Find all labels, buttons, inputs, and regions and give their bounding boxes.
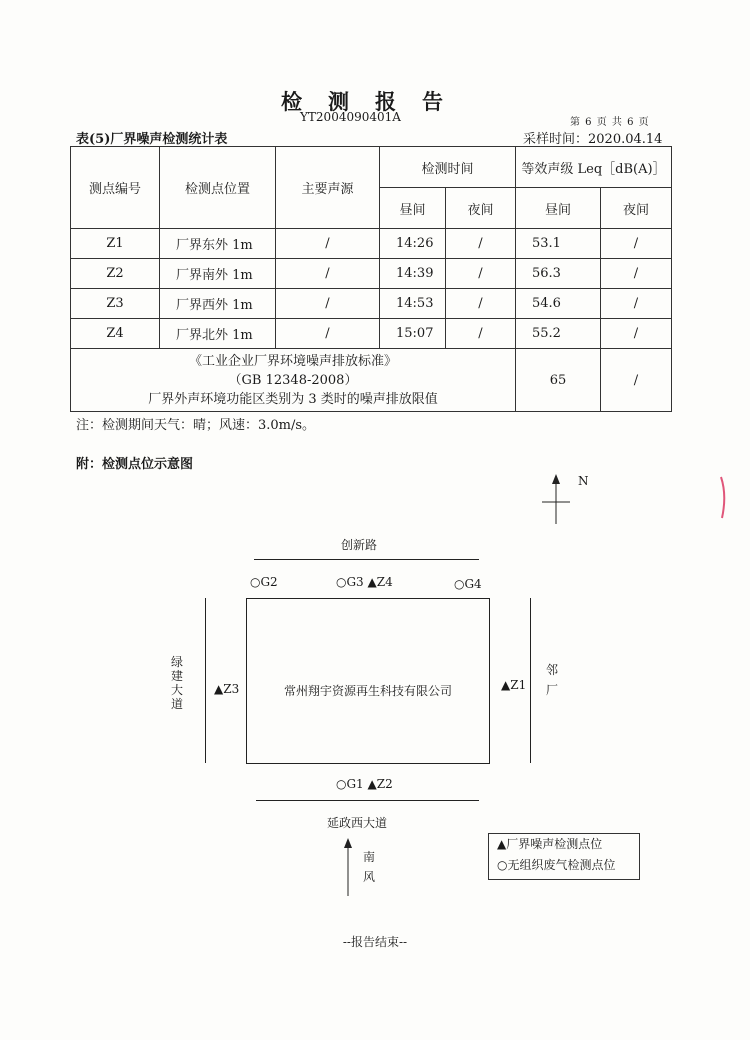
cell-night-leq: / (601, 259, 672, 289)
table-row (71, 319, 672, 349)
header-night-time: 夜间 (446, 188, 516, 229)
company-name: 常州翔宇资源再生科技有限公司 (283, 684, 452, 698)
table-row (71, 289, 672, 319)
cell-day-leq: 55.2 (516, 319, 601, 349)
cell-night-time: / (446, 289, 516, 319)
diagram-title: 附：检测点位示意图 (76, 457, 194, 472)
header-source: 主要声源 (276, 147, 380, 229)
point-z1: ▲Z1 (501, 678, 527, 692)
table-row (71, 259, 672, 289)
north-label: N (578, 474, 589, 488)
cell-day-time: 14:26 (380, 229, 446, 259)
road-north-label: 创新路 (341, 538, 378, 552)
cell-night-leq: / (601, 319, 672, 349)
standard-day-limit: 65 (516, 349, 601, 412)
cell-day-leq: 56.3 (516, 259, 601, 289)
east-neighbor-label: 邻厂 (545, 663, 558, 697)
page-info: 第 6 页 共 6 页 (570, 117, 650, 128)
report-code: YT2004090401A (300, 110, 401, 124)
red-ink-mark (718, 475, 728, 520)
cell-point-id: Z4 (71, 319, 160, 349)
road-east-line (530, 598, 531, 763)
standard-line-1: 《工业企业厂界环境噪声排放标准》 (188, 353, 397, 369)
factory-boundary (246, 598, 490, 764)
standard-row (71, 349, 672, 412)
cell-location: 厂界西外 1m (160, 289, 276, 319)
report-end: --报告结束-- (342, 935, 408, 949)
cell-location: 厂界北外 1m (160, 319, 276, 349)
cell-night-time: / (446, 319, 516, 349)
cell-location: 厂界东外 1m (160, 229, 276, 259)
table-title: 表(5)厂界噪声检测统计表 (76, 132, 228, 147)
standard-line-3: 厂界外声环境功能区类别为 3 类时的噪声排放限值 (148, 391, 438, 407)
standard-night-limit: / (601, 349, 672, 412)
sampling-time: 采样时间：2020.04.14 (523, 132, 663, 147)
cell-night-time: / (446, 259, 516, 289)
cell-source: / (276, 259, 380, 289)
road-west-line (205, 598, 206, 763)
point-g1-z2: ○G1 ▲Z2 (336, 777, 393, 791)
road-west-label: 绿建大道 (170, 655, 183, 711)
point-g3-z4: ○G3 ▲Z4 (336, 575, 393, 589)
header-time-group: 检测时间 (380, 147, 516, 188)
cell-point-id: Z3 (71, 289, 160, 319)
weather-note: 注：检测期间天气：晴；风速：3.0m/s。 (76, 418, 316, 433)
cell-day-time: 15:07 (380, 319, 446, 349)
legend-noise: ▲厂界噪声检测点位 (497, 837, 603, 851)
cell-location: 厂界南外 1m (160, 259, 276, 289)
header-point-id: 测点编号 (71, 147, 160, 229)
cell-night-leq: / (601, 229, 672, 259)
standard-cell (71, 349, 516, 412)
cell-day-leq: 54.6 (516, 289, 601, 319)
point-g4: ○G4 (454, 577, 482, 591)
header-day-time: 昼间 (380, 188, 446, 229)
road-north-line (254, 559, 479, 560)
point-z3: ▲Z3 (214, 682, 240, 696)
cell-night-leq: / (601, 289, 672, 319)
report-title: 检测报告 (281, 89, 469, 114)
cell-source: / (276, 319, 380, 349)
header-night-leq: 夜间 (601, 188, 672, 229)
north-arrow-icon (540, 474, 580, 526)
cell-point-id: Z2 (71, 259, 160, 289)
noise-table (70, 146, 672, 412)
road-south-line (256, 800, 479, 801)
road-south-label: 延政西大道 (327, 816, 388, 830)
cell-point-id: Z1 (71, 229, 160, 259)
cell-night-time: / (446, 229, 516, 259)
wind-arrow-icon (338, 838, 358, 898)
header-day-leq: 昼间 (516, 188, 601, 229)
cell-day-leq: 53.1 (516, 229, 601, 259)
header-location: 检测点位置 (160, 147, 276, 229)
header-leq-group: 等效声级 Leq［dB(A)］ (516, 147, 672, 188)
standard-line-2: （GB 12348-2008） (228, 372, 358, 388)
legend-gas: ○无组织废气检测点位 (497, 858, 616, 872)
cell-day-time: 14:39 (380, 259, 446, 289)
diagram-legend (488, 833, 640, 880)
cell-source: / (276, 229, 380, 259)
table-row (71, 229, 672, 259)
wind-label: 南风 (362, 850, 375, 884)
point-g2: ○G2 (250, 575, 278, 589)
cell-source: / (276, 289, 380, 319)
cell-day-time: 14:53 (380, 289, 446, 319)
